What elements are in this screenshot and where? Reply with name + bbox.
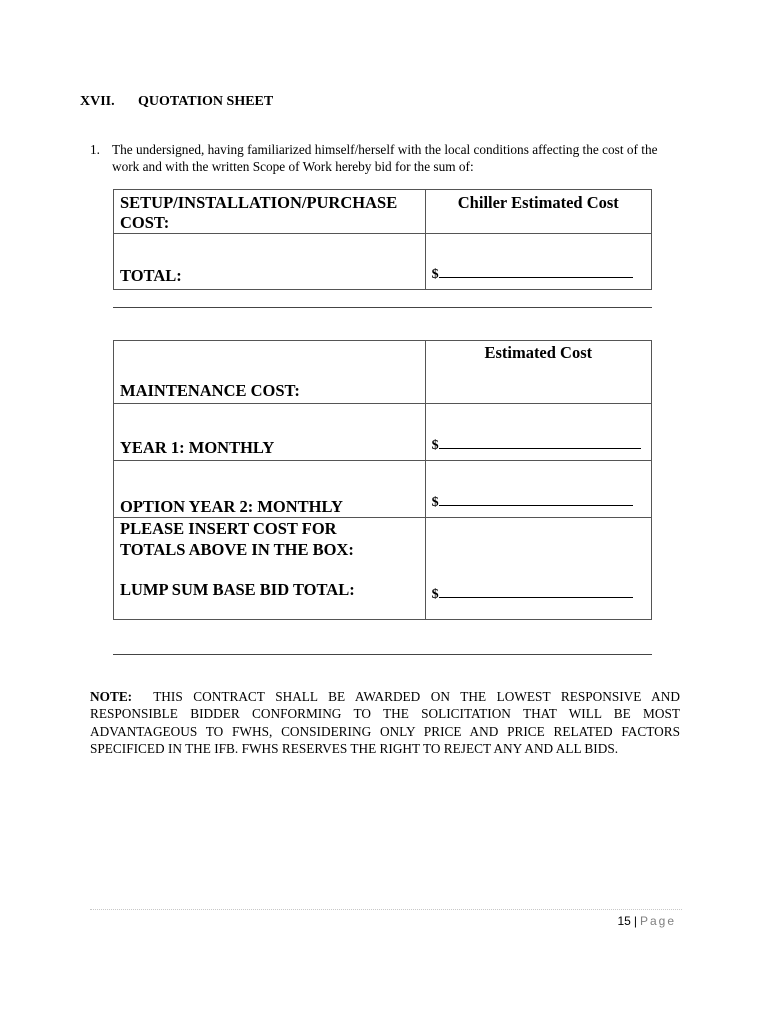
insert-cost-instruction-2: TOTALS ABOVE IN THE BOX: [120, 540, 354, 559]
section-heading [80, 94, 273, 110]
option-year2-label: OPTION YEAR 2: MONTHLY [114, 461, 426, 518]
year1-amount-line [439, 436, 641, 449]
insert-cost-instruction-1: PLEASE INSERT COST FOR [120, 519, 337, 538]
lump-amount-line [439, 585, 633, 598]
lump-sum-label: LUMP SUM BASE BID TOTAL: [120, 580, 355, 599]
year1-amount-field[interactable] [425, 404, 651, 461]
total-amount-line [439, 265, 633, 278]
lump-sum-amount-field[interactable] [425, 518, 651, 620]
note-label: NOTE: [90, 689, 133, 704]
intro-text: The undersigned, having familiarized himself/herself with the local conditions affecting the cost of the work and with the written Scope of Work hereby bid for the sum of: [112, 142, 658, 174]
intro-paragraph [90, 141, 682, 175]
total-amount-field[interactable] [425, 234, 651, 290]
page-footer [617, 914, 676, 928]
page-separator: | [633, 914, 637, 928]
divider-line [113, 307, 652, 308]
note-paragraph [90, 688, 680, 758]
total-label: TOTAL: [114, 234, 426, 290]
section-title: QUOTATION SHEET [138, 94, 274, 109]
section-number: XVII. [80, 94, 115, 109]
year1-dollar-sign: $ [431, 438, 439, 453]
chiller-cost-header: Chiller Estimated Cost [425, 190, 651, 234]
lump-sum-cell [114, 518, 426, 620]
option-dollar-sign: $ [431, 495, 439, 510]
maintenance-cost-table [113, 340, 652, 620]
setup-label: SETUP/INSTALLATION/PURCHASE COST: [114, 190, 426, 234]
lump-dollar-sign: $ [431, 587, 439, 602]
maintenance-label: MAINTENANCE COST: [114, 341, 426, 404]
total-dollar-sign: $ [431, 267, 439, 282]
page-word: Page [639, 914, 676, 928]
intro-index: 1. [90, 142, 100, 157]
note-text: THIS CONTRACT SHALL BE AWARDED ON THE LOWEST RESPONSIVE AND RESPONSIBLE BIDDER CONFORMING TO THE SOLICITATION THAT WILL BE MOST ADVANTAGEOUS TO FWHS, CONSIDERING ONLY PRICE AND PRICE RELATED FACTORS SPECIFICED IN THE IFB. FWHS RESERVES THE RIGHT TO REJECT ANY AND ALL BIDS. [90, 689, 680, 757]
option-year2-amount-field[interactable] [425, 461, 651, 518]
divider-line [113, 654, 652, 655]
setup-cost-table [113, 189, 652, 290]
option-amount-line [439, 493, 633, 506]
page-number: 15 [617, 914, 631, 928]
footer-divider [90, 909, 682, 910]
estimated-cost-header: Estimated Cost [425, 341, 651, 404]
year1-label: YEAR 1: MONTHLY [114, 404, 426, 461]
